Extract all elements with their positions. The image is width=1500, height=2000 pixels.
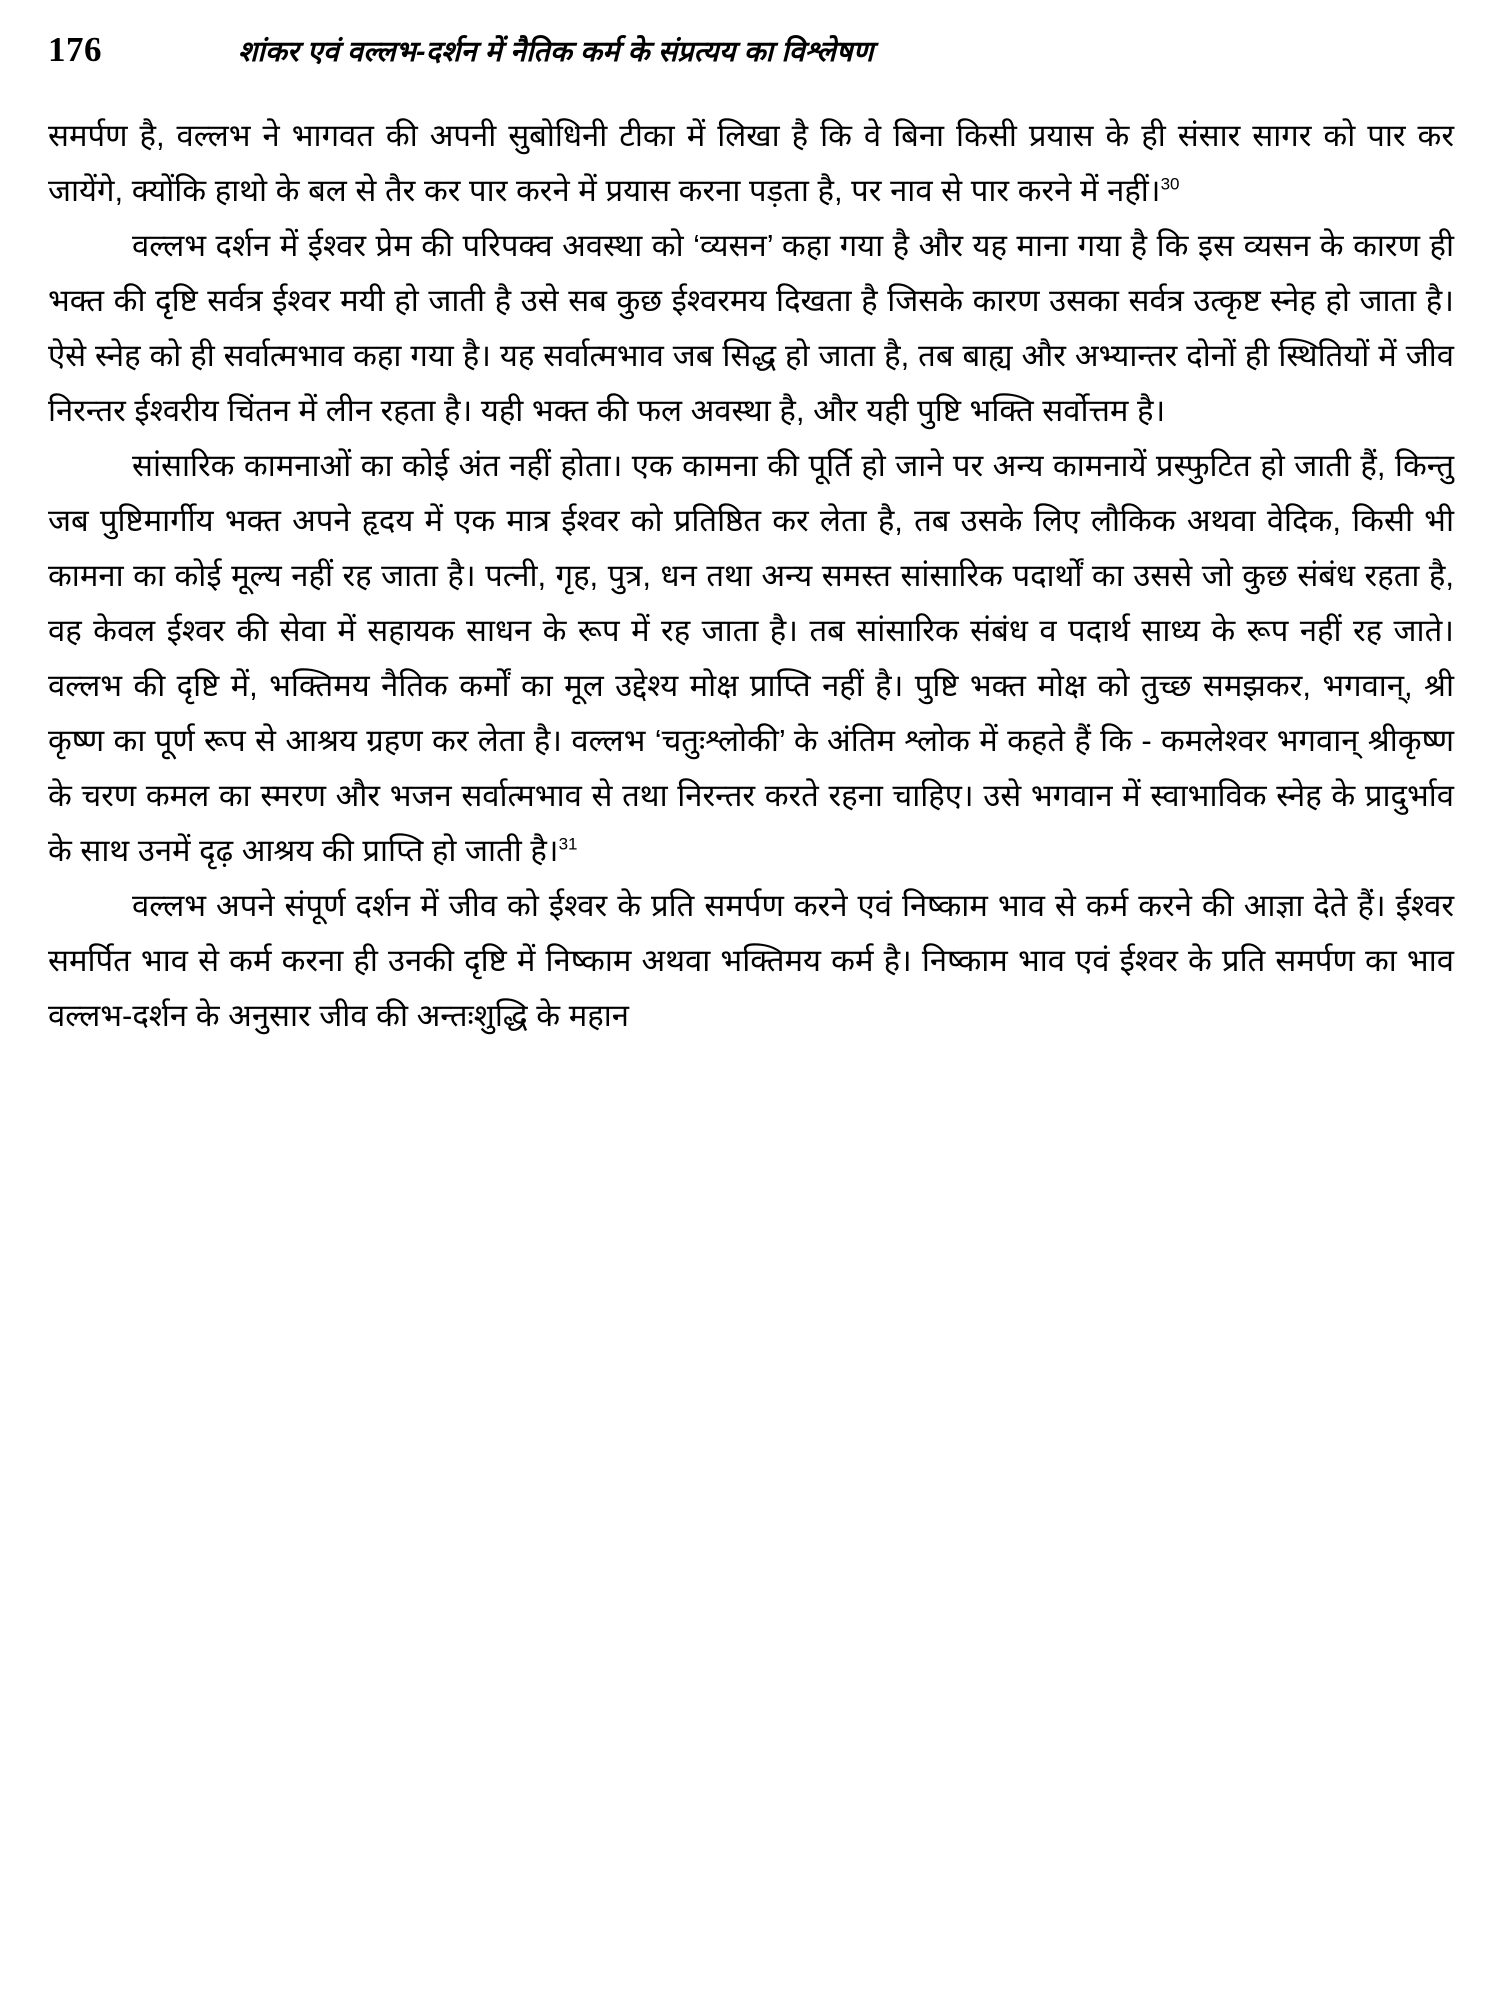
footnote-marker: 31 (558, 834, 578, 854)
running-head: शांकर एवं वल्लभ-दर्शन में नैतिक कर्म के संप्रत्यय का विश्लेषण (238, 36, 874, 68)
paragraph (48, 218, 1454, 438)
paragraph-text: समर्पण है, वल्लभ ने भागवत की अपनी सुबोधिनी टीका में लिखा है कि वे बिना किसी प्रयास के ही संसार सागर को पार कर जायेंगे, क्योंकि हाथो के बल से तैर कर पार करने में प्रयास करना पड़ता है, पर नाव से पार करने में नहीं। (48, 118, 1454, 208)
paragraph (48, 108, 1454, 218)
paragraph-text: सांसारिक कामनाओं का कोई अंत नहीं होता। एक कामना की पूर्ति हो जाने पर अन्य कामनायें प्रस्फुटित हो जाती हैं, किन्तु जब पुष्टिमार्गीय भक्त अपने हृदय में एक मात्र ईश्वर को प्रतिष्ठित कर लेता है, तब उसके लिए लौकिक अथवा वेदिक, किसी भी कामना का कोई मूल्य नहीं रह जाता है। पत्नी, गृह, पुत्र, धन तथा अन्य समस्त सांसारिक पदार्थों का उससे जो कुछ संबंध रहता है, वह केवल ईश्वर की सेवा में सहायक साधन के रूप में रह जाता है। तब सांसारिक संबंध व पदार्थ साध्य के रूप नहीं रह जाते। वल्लभ की दृष्टि में, भक्तिमय नैतिक कर्मों का मूल उद्देश्य मोक्ष प्राप्ति नहीं है। पुष्टि भक्त मोक्ष को तुच्छ समझकर, भगवान्, श्री कृष्ण का पूर्ण रूप से आश्रय ग्रहण कर लेता है। वल्लभ ‘चतुःश्लोकी’ के अंतिम श्लोक में कहते हैं कि - कमलेश्वर भगवान् श्रीकृष्ण के चरण कमल का स्मरण और भजन सर्वात्मभाव से तथा निरन्तर करते रहना चाहिए। उसे भगवान में स्वाभाविक स्नेह के प्रादुर्भाव के साथ उनमें दृढ़ आश्रय की प्राप्ति हो जाती है। (48, 448, 1454, 868)
page-header (48, 30, 1454, 70)
paragraph-text: वल्लभ दर्शन में ईश्वर प्रेम की परिपक्व अवस्था को ‘व्यसन’ कहा गया है और यह माना गया है कि इस व्यसन के कारण ही भक्त की दृष्टि सर्वत्र ईश्वर मयी हो जाती है उसे सब कुछ ईश्वरमय दिखता है जिसके कारण उसका सर्वत्र उत्कृष्ट स्नेह हो जाता है। ऐसे स्नेह को ही सर्वात्मभाव कहा गया है। यह सर्वात्मभाव जब सिद्ध हो जाता है, तब बाह्य और अभ्यान्तर दोनों ही स्थितियों में जीव निरन्तर ईश्वरीय चिंतन में लीन रहता है। यही भक्त की फल अवस्था है, और यही पुष्टि भक्ति सर्वोत्तम है। (48, 228, 1454, 428)
paragraph-text: वल्लभ अपने संपूर्ण दर्शन में जीव को ईश्वर के प्रति समर्पण करने एवं निष्काम भाव से कर्म करने की आज्ञा देते हैं। ईश्वर समर्पित भाव से कर्म करना ही उनकी दृष्टि में निष्काम अथवा भक्तिमय कर्म है। निष्काम भाव एवं ईश्वर के प्रति समर्पण का भाव वल्लभ-दर्शन के अनुसार जीव की अन्तःशुद्धि के महान (48, 888, 1454, 1033)
paragraph (48, 438, 1454, 878)
page-number: 176 (48, 30, 102, 69)
page-body (48, 108, 1454, 1043)
paragraph (48, 878, 1454, 1043)
footnote-marker: 30 (1160, 174, 1180, 194)
